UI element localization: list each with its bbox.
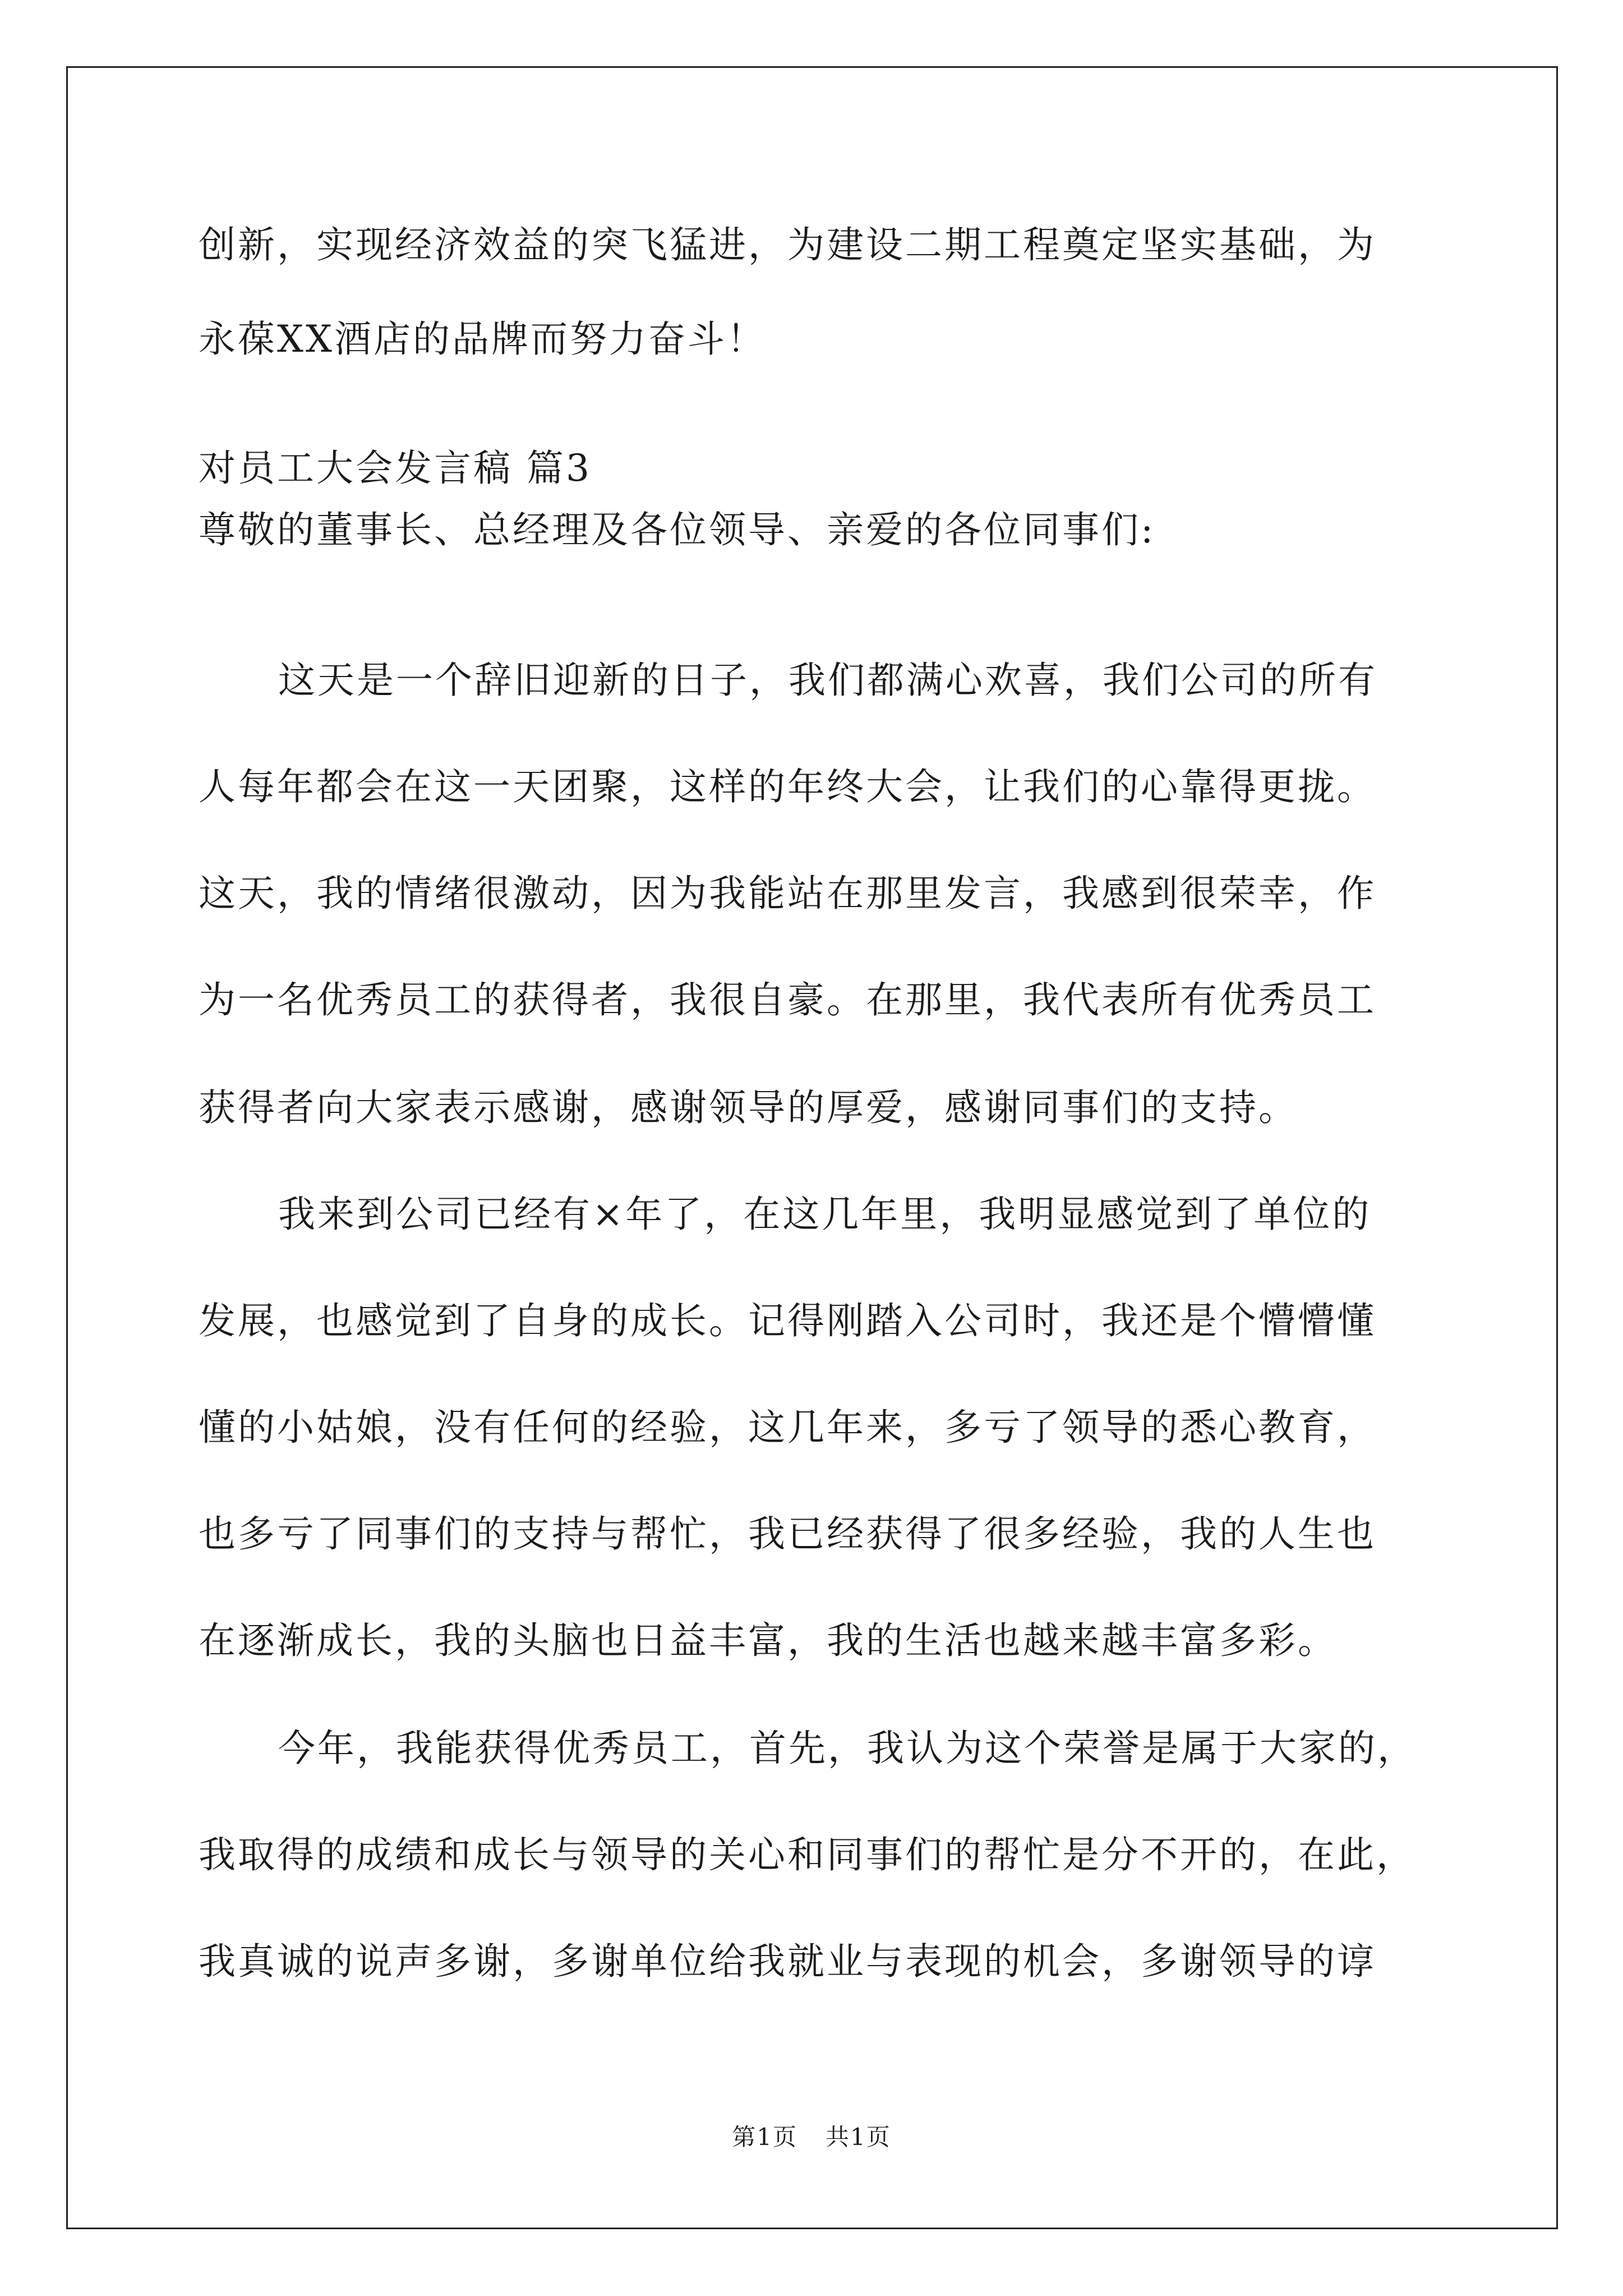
text-line: 获得者向大家表示感谢，感谢领导的厚爱，感谢同事们的支持。 [199,1086,1298,1129]
text-line: 在逐渐成长，我的头脑也日益丰富，我的生活也越来越丰富多彩。 [199,1619,1337,1662]
section-heading: 对员工大会发言稿 篇3 [199,447,592,490]
page-number-current: 第1页 [732,2123,797,2151]
page-border [66,66,1558,2229]
text-line: 为一名优秀员工的获得者，我很自豪。在那里，我代表所有优秀员工 [199,978,1376,1022]
text-line: 人每年都会在这一天团聚，这样的年终大会，让我们的心靠得更拢。 [199,765,1376,808]
text-line: 我取得的成绩和成长与领导的关心和同事们的帮忙是分不开的，在此， [199,1833,1415,1876]
salutation: 尊敬的董事长、总经理及各位领导、亲爱的各位同事们: [199,508,1156,551]
text-line: 这天是一个辞旧迎新的日子，我们都满心欢喜，我们公司的所有 [278,659,1377,702]
text-line: 这天，我的情绪很激动，因为我能站在那里发言，我感到很荣幸，作 [199,872,1376,915]
text-line: 创新，实现经济效益的突飞猛进，为建设二期工程奠定坚实基础，为 [199,223,1376,266]
text-line: 我来到公司已经有×年了，在这几年里，我明显感觉到了单位的 [278,1193,1372,1236]
text-line: 我真诚的说声多谢，多谢单位给我就业与表现的机会，多谢领导的谆 [199,1940,1376,1983]
text-line: 懂的小姑娘，没有任何的经验，这几年来，多亏了领导的悉心教育， [199,1406,1376,1449]
page-number-total: 共1页 [826,2123,891,2151]
page-footer [0,2122,1623,2153]
text-line: 今年，我能获得优秀员工，首先，我认为这个荣誉是属于大家的， [278,1727,1417,1770]
text-line: 永葆XX酒店的品牌而努力奋斗！ [199,318,766,361]
text-line: 也多亏了同事们的支持与帮忙，我已经获得了很多经验，我的人生也 [199,1512,1376,1556]
text-line: 发展，也感觉到了自身的成长。记得刚踏入公司时，我还是个懵懵懂 [199,1299,1376,1342]
